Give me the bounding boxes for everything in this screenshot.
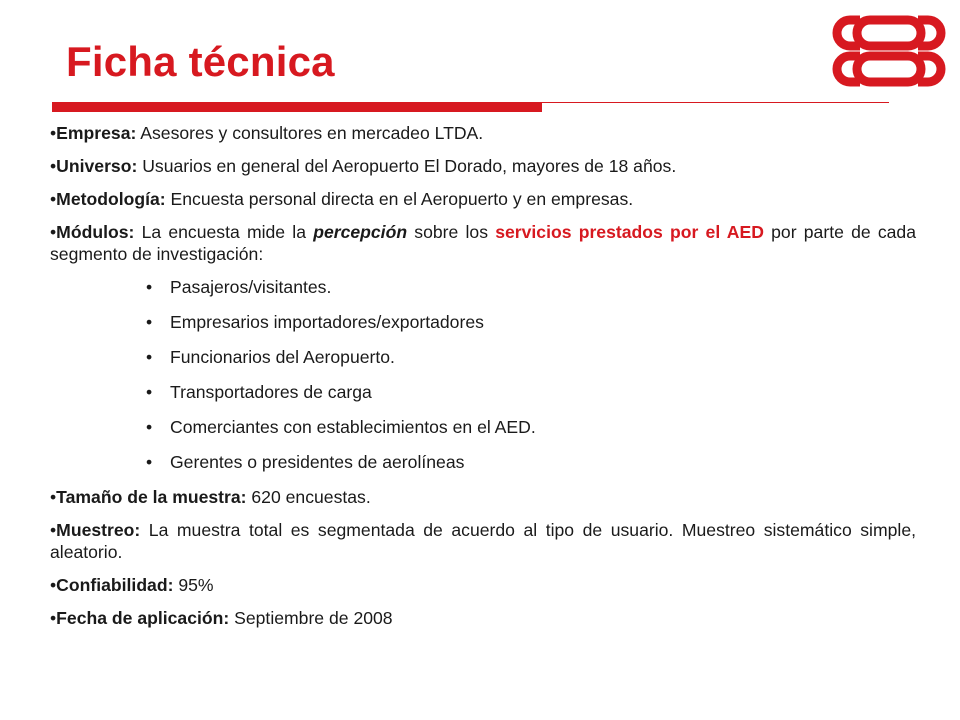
page-title: Ficha técnica: [66, 38, 335, 85]
bullet: •: [50, 608, 57, 628]
item-text: Asesores y consultores en mercadeo LTDA.: [136, 123, 484, 143]
item-label: Metodología:: [56, 189, 166, 209]
item-label: Confiabilidad:: [56, 575, 174, 595]
brand-logo-icon: [830, 14, 948, 88]
item-modulos: [50, 221, 916, 265]
bullet: •: [50, 520, 57, 540]
bullet: •: [50, 123, 57, 143]
highlight-text: servicios prestados por el AED: [495, 222, 764, 242]
item-text: 95%: [173, 575, 214, 595]
emphasis-text: percepción: [313, 222, 408, 242]
item-label: Módulos:: [56, 222, 135, 242]
item-text: por parte de cada segmento de investigación:: [50, 222, 916, 264]
item-text: Usuarios en general del Aeropuerto El Dorado, mayores de 18 años.: [137, 156, 677, 176]
item-muestreo: [50, 519, 916, 563]
item-confiabilidad: [50, 574, 916, 596]
item-metodologia: [50, 188, 916, 210]
item-label: Muestreo:: [56, 520, 141, 540]
item-text: La encuesta mide la: [134, 222, 314, 242]
item-universo: [50, 155, 916, 177]
item-fecha: [50, 607, 916, 629]
list-item: • Empresarios importadores/exportadores: [146, 311, 916, 333]
content-area: [50, 122, 916, 640]
item-label: Empresa:: [56, 123, 137, 143]
item-label: Tamaño de la muestra:: [56, 487, 247, 507]
title-rule-thick: [52, 102, 542, 112]
bullet: •: [50, 156, 57, 176]
item-empresa: [50, 122, 916, 144]
bullet: •: [50, 222, 57, 242]
list-item: • Transportadores de carga: [146, 381, 916, 403]
bullet: •: [50, 487, 57, 507]
item-tamano: [50, 486, 916, 508]
title-rule-thin: [542, 102, 889, 103]
item-text: Encuesta personal directa en el Aeropuerto y en empresas.: [165, 189, 634, 209]
item-text: La muestra total es segmentada de acuerdo al tipo de usuario. Muestreo sistemático simple, aleatorio.: [50, 520, 916, 562]
list-item: • Funcionarios del Aeropuerto.: [146, 346, 916, 368]
bullet: •: [50, 575, 57, 595]
item-text: sobre los: [407, 222, 496, 242]
item-text: Septiembre de 2008: [229, 608, 393, 628]
list-item: • Pasajeros/visitantes.: [146, 276, 916, 298]
segment-list: [50, 276, 916, 473]
item-text: 620 encuestas.: [246, 487, 371, 507]
list-item: • Gerentes o presidentes de aerolíneas: [146, 451, 916, 473]
item-label: Universo:: [56, 156, 138, 176]
item-label: Fecha de aplicación:: [56, 608, 230, 628]
list-item: • Comerciantes con establecimientos en el AED.: [146, 416, 916, 438]
bullet: •: [50, 189, 57, 209]
